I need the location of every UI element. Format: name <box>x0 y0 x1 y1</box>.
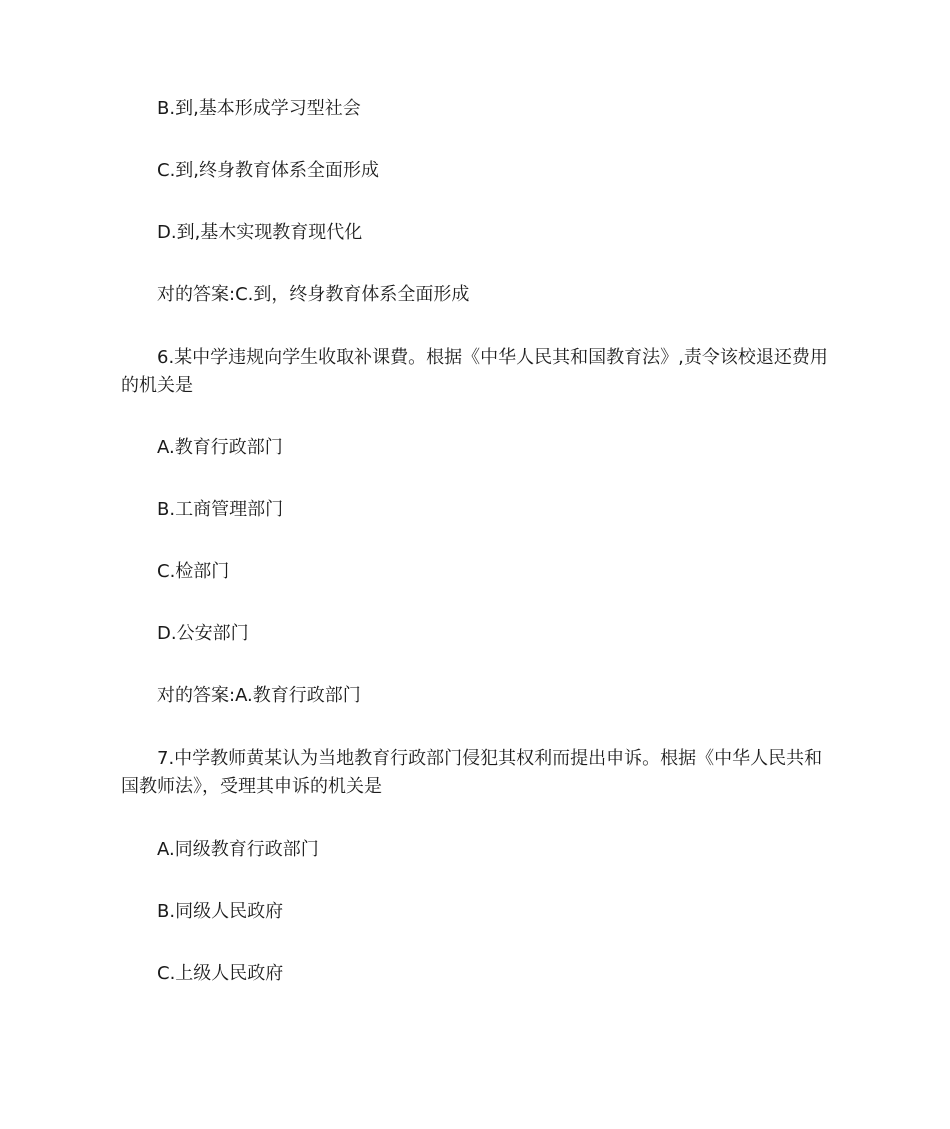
option-a-q6: A.教育行政部门 <box>157 437 283 458</box>
option-b-q6: B.工商管理部门 <box>157 499 284 520</box>
question-6: 6.某中学违规向学生收取补课費。根据《中华人民其和国教育法》,责令该校退还费用的机关是 <box>121 347 828 396</box>
answer-q5: 对的答案:C.到，终身教育体系全面形成 <box>157 284 470 305</box>
option-c-q6: C.检部门 <box>157 561 230 582</box>
question-7: 7.中学教师黄某认为当地教育行政部门侵犯其权利而提出申诉。根据《中华人民共和国教师法》，受理其申诉的机关是 <box>121 748 823 797</box>
option-b-q7: B.同级人民政府 <box>157 901 284 922</box>
answer-q6: 对的答案:A.教育行政部门 <box>157 685 361 706</box>
option-b-q5: B.到,基本形成学习型社会 <box>157 98 361 119</box>
option-c-q7: C.上级人民政府 <box>157 963 284 984</box>
option-c-q5: C.到,终身教育体系全面形成 <box>157 160 380 181</box>
option-a-q7: A.同级教育行政部门 <box>157 839 319 860</box>
option-d-q5: D.到,基木实现教育现代化 <box>157 222 363 243</box>
option-d-q6: D.公安部门 <box>157 623 249 644</box>
